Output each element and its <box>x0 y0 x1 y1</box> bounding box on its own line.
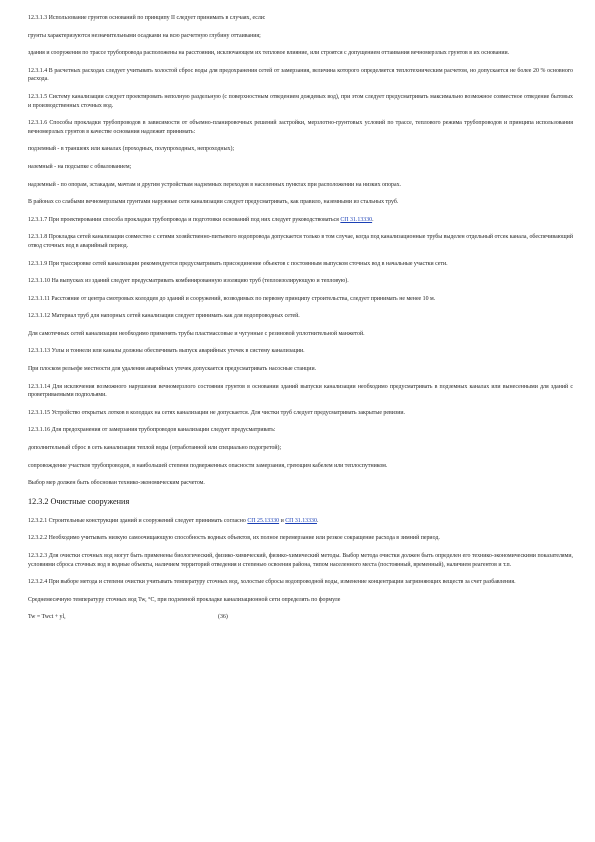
paragraph <box>28 216 573 225</box>
paragraph <box>28 578 573 587</box>
formula-36 <box>28 613 573 622</box>
document-link[interactable]: СП 25.13330 <box>247 517 280 524</box>
document-link[interactable]: СП 31.13330 <box>340 216 373 223</box>
paragraph-text: 12.3.1.14 Для исключения возможного нарушения вечномерзлого состояния грунтов в основании зданий выпуски канализации необходимо предусматривать в подземных каналах или вынесенными для зданий с проветриваемыми подпольями. <box>28 383 573 399</box>
paragraph <box>28 517 573 526</box>
paragraph <box>28 198 573 207</box>
document-page <box>28 14 573 622</box>
section-12-3-2 <box>28 517 573 605</box>
paragraph-text: 12.3.1.6 Способы прокладки трубопроводов в зависимости от объемно-планировочных решений застройки, мерзлотно-грунтовых условий по трассе, теплового режима трубопроводов и принципа использования вечномерзлых грунтов в качестве основания надлежит принимать: <box>28 120 573 135</box>
paragraph <box>28 534 573 543</box>
document-link[interactable]: СП 31.13330 <box>285 517 317 524</box>
paragraph-text: 12.3.1.4 В расчетных расходах следует учитывать холостой сброс воды для предохранения сетей от замерзания, величина которого определяется теплотехническим расчетом, но допускается не более 20 % основного расхода. <box>28 67 573 83</box>
paragraph-mid: и <box>279 517 286 524</box>
paragraph <box>28 181 573 190</box>
paragraph <box>28 462 573 471</box>
paragraph-text: Среднемесячную температуру сточных вод Tw, °С, при подземной прокладке канализационной сети определять по формуле <box>28 596 341 603</box>
paragraph-text: 12.3.2.4 При выборе метода и степени очистки учитывать температуру сточных вод, холостые сбросы водопроводной воды, изменение концентрации загрязняющих веществ за счет разбавления. <box>28 579 516 586</box>
paragraph-text: 12.3.1.8 Прокладка сетей канализации совместно с сетями хозяйственно-питьевого водопровода допускается только в том случае, когда под канализационные трубы выделен отдельный отсек канала, обеспечивающий отвод сточных вод в аварийный период. <box>28 234 573 249</box>
section-12-3-1 <box>28 14 573 488</box>
paragraph-text: 12.3.1.13 Узлы и тоннели или каналы должны обеспечивать выпуск аварийных утечек в систему канализации. <box>28 348 305 355</box>
paragraph <box>28 365 573 374</box>
paragraph-text: здания и сооружения по трассе трубопровода расположены на расстоянии, исключающем их тепловое влияние, или строятся с допущением оттаивания вечномерзлых грунтов в их основании. <box>28 50 510 57</box>
paragraph <box>28 479 573 488</box>
paragraph-text: дополнительный сброс в сеть канализации теплой воды (отработанной или специально подогретой); <box>28 445 282 452</box>
paragraph-text: 12.3.2.1 Строительные конструкции зданий и сооружений следует принимать согласно <box>28 517 248 524</box>
paragraph-text: наземный - на подсыпке с обвалованием; <box>28 163 132 170</box>
paragraph-text: 12.3.1.10 На выпусках из зданий следует предусматривать комбинированную изоляцию труб (теплоизолирующую и тепловую). <box>28 278 349 285</box>
paragraph <box>28 67 573 84</box>
paragraph-text: Для самотечных сетей канализации необходимо применять трубы пластмассовые и чугунные с резиновой уплотнительной манжетой. <box>28 330 365 337</box>
formula-number: (36) <box>218 614 228 621</box>
paragraph-text: 12.3.1.3 Использование грунтов оснований по принципу II следует принимать в случаях, если: <box>28 15 266 21</box>
paragraph <box>28 444 573 453</box>
paragraph <box>28 119 573 136</box>
paragraph <box>28 49 573 58</box>
paragraph <box>28 347 573 356</box>
paragraph <box>28 330 573 339</box>
paragraph-text: подземный - в траншеях или каналах (проходных, полупроходных, непроходных); <box>28 146 235 153</box>
paragraph-text: 12.3.2.3 Для очистки сточных вод могут быть применены биологический, физико-химический, физико-химический методы. Выбор метода очистки должен быть определен его технико-экономическими показателями, условиями сброса сточных вод в водные объекты, наличием территорий отведения и степенью освоения района, типом населенного места (постоянный, временный), наличием реагентов и т.п. <box>28 553 573 568</box>
paragraph <box>28 383 573 400</box>
paragraph-text: В районах со слабыми вечномерзлыми грунтами наружные сети канализации следует предусматривать, как правило, наземными из стальных труб. <box>28 199 399 206</box>
paragraph-text: При плоском рельефе местности для удаления аварийных утечек допускается предусматривать насосные станции. <box>28 366 317 373</box>
paragraph-text: 12.3.2.2 Необходимо учитывать низкую самоочищающую способность водных объектов, их полное перемерзание или резкое сокращение расхода в зимний период. <box>28 535 440 542</box>
paragraph <box>28 596 573 605</box>
paragraph <box>28 295 573 304</box>
paragraph <box>28 409 573 418</box>
paragraph <box>28 32 573 41</box>
paragraph <box>28 145 573 154</box>
paragraph-text: 12.3.1.12 Материал труб для напорных сетей канализации следует принимать как для водопроводных сетей. <box>28 313 300 320</box>
paragraph <box>28 14 573 23</box>
paragraph <box>28 277 573 286</box>
paragraph-text: 12.3.1.15 Устройство открытых лотков в колодцах на сетях канализации не допускается. Для чистки труб следует предусматривать закрытые ревизии. <box>28 409 406 416</box>
section-heading: 12.3.2 Очистные сооружения <box>28 496 130 506</box>
paragraph <box>28 163 573 172</box>
paragraph <box>28 552 573 569</box>
paragraph <box>28 260 573 269</box>
paragraph-text: 12.3.1.7 При проектировании способа прокладки трубопровода и подготовки оснований под них следует руководствоваться <box>28 216 341 223</box>
paragraph-text: Выбор мер должен быть обоснован технико-экономическим расчетом. <box>28 480 205 487</box>
paragraph-suffix: . <box>316 517 319 524</box>
paragraph-text: 12.3.1.5 Систему канализации следует проектировать неполную раздельную (с поверхностным отведением дождевых вод), при этом следует предусматривать максимально возможное совместное отведение бытовых и производственных сточных вод. <box>28 93 573 109</box>
paragraph-text: 12.3.1.11 Расстояние от центра смотровых колодцев до зданий и сооружений, возводимых по первому принципу строительства, следует принимать не менее 10 м. <box>28 295 436 302</box>
paragraph-text: надземный - по опорам, эстакадам, мачтам и другим устройствам надземных переходов в населенных пунктах при расположении на низких опорах. <box>28 181 402 188</box>
paragraph-text: 12.3.1.16 Для предохранения от замерзания трубопроводов канализации следует предусматривать: <box>28 427 276 434</box>
paragraph-text: грунты характеризуются незначительными осадками на всю расчетную глубину оттаивания; <box>28 32 261 39</box>
formula-expression: Tw = Twct + yl, <box>28 614 66 621</box>
paragraph <box>28 312 573 321</box>
paragraph-text: сопровождение участков трубопроводов, в наибольшей степени подверженных опасности замерзания, греющим кабелем или теплоспутником. <box>28 462 388 469</box>
paragraph <box>28 93 573 110</box>
paragraph-suffix: . <box>372 216 374 223</box>
paragraph <box>28 426 573 435</box>
paragraph-text: 12.3.1.9 При трассировке сетей канализации рекомендуется предусматривать присоединение объектов с постоянным выпуском сточных вод в начальные участки сети. <box>28 260 448 267</box>
paragraph <box>28 233 573 250</box>
